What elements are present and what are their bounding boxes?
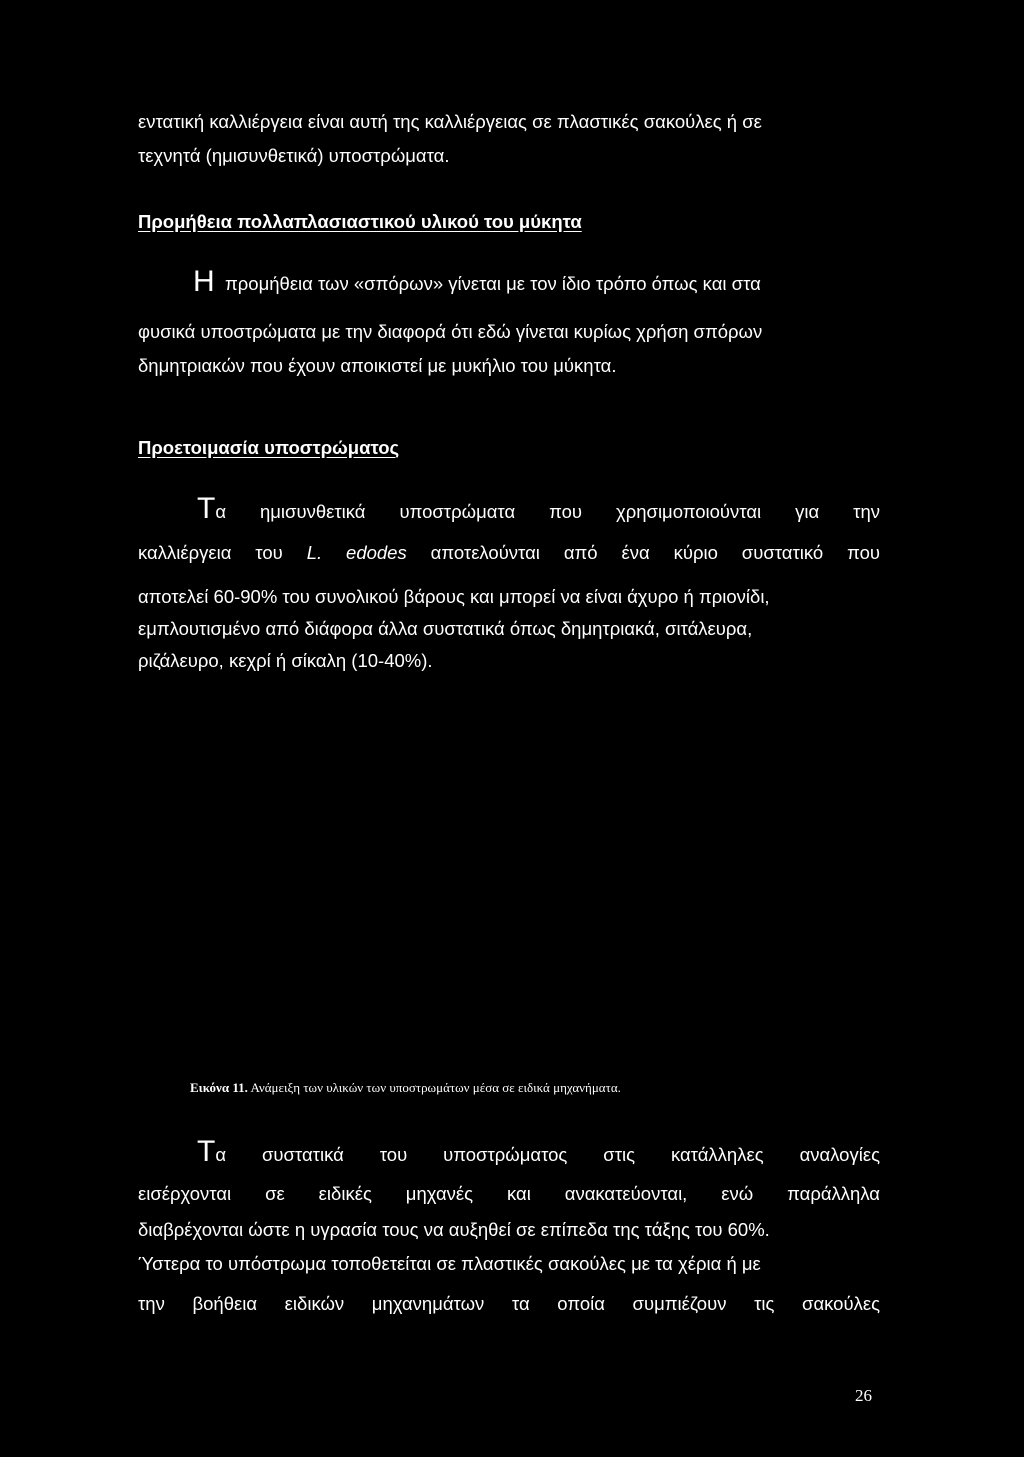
section1-line-2: φυσικά υποστρώματα με την διαφορά ότι εδώ γίνεται κυρίως χρήση σπόρων [138,321,763,342]
dropcap: Τ [197,492,216,525]
section-heading-supply: Προμήθεια πολλαπλασιαστικού υλικού του μύκητα [138,211,582,232]
section3-line-4: Ύστερα το υπόστρωμα τοποθετείται σε πλαστικές σακούλες με τα χέρια ή με [138,1253,761,1274]
section1-line-1-text: προμήθεια των «σπόρων» γίνεται με τον ίδιο τρόπο όπως και στα [225,273,761,294]
section3-line-1-text: α συστατικά του υποστρώματος στις κατάλληλες αναλογίες [215,1144,880,1165]
page-number: 26 [855,1386,872,1405]
figure-caption-label: Εικόνα 11. [190,1080,248,1095]
section2-line-1 [138,492,880,525]
section2-line-2-post: αποτελούνται από ένα κύριο συστατικό που [430,542,881,563]
figure-image [138,710,880,1070]
section2-line-5: ριζάλευρο, κεχρί ή σίκαλη (10-40%). [138,650,433,671]
figure-caption [190,1079,621,1097]
intro-line-1: εντατική καλλιέργεια είναι αυτή της καλλιέργειας σε πλαστικές σακούλες ή σε [138,111,762,132]
dropcap: Η [193,265,215,298]
section2-line-2-pre: καλλιέργεια του [138,542,283,563]
figure-caption-text: Ανάμειξη των υλικών των υποστρωμάτων μέσα σε ειδικά μηχανήματα. [250,1080,621,1095]
section2-line-3: αποτελεί 60-90% του συνολικού βάρους και μπορεί να είναι άχυρο ή πριονίδι, [138,586,770,607]
section2-line-2 [138,541,880,565]
section3-line-5: την βοήθεια ειδικών μηχανημάτων τα οποία συμπιέζουν τις σακούλες [138,1293,880,1314]
section1-line-1 [193,265,761,298]
section1-line-3: δημητριακών που έχουν αποικιστεί με μυκήλιο του μύκητα. [138,355,617,376]
species-name: L. edodes [306,542,407,563]
dropcap: Τ [197,1135,216,1168]
section3-line-2: εισέρχονται σε ειδικές μηχανές και ανακατεύονται, ενώ παράλληλα [138,1183,880,1204]
intro-line-2: τεχνητά (ημισυνθετικά) υποστρώματα. [138,145,450,166]
section-heading-substrate: Προετοιμασία υποστρώματος [138,437,400,458]
section3-line-1 [138,1135,880,1168]
section2-line-4: εμπλουτισμένο από διάφορα άλλα συστατικά όπως δημητριακά, σιτάλευρα, [138,618,753,639]
section3-line-3: διαβρέχονται ώστε η υγρασία τους να αυξηθεί σε επίπεδα της τάξης του 60%. [138,1219,770,1240]
section2-line-1-text: α ημισυνθετικά υποστρώματα που χρησιμοποιούνται για την [215,501,880,522]
